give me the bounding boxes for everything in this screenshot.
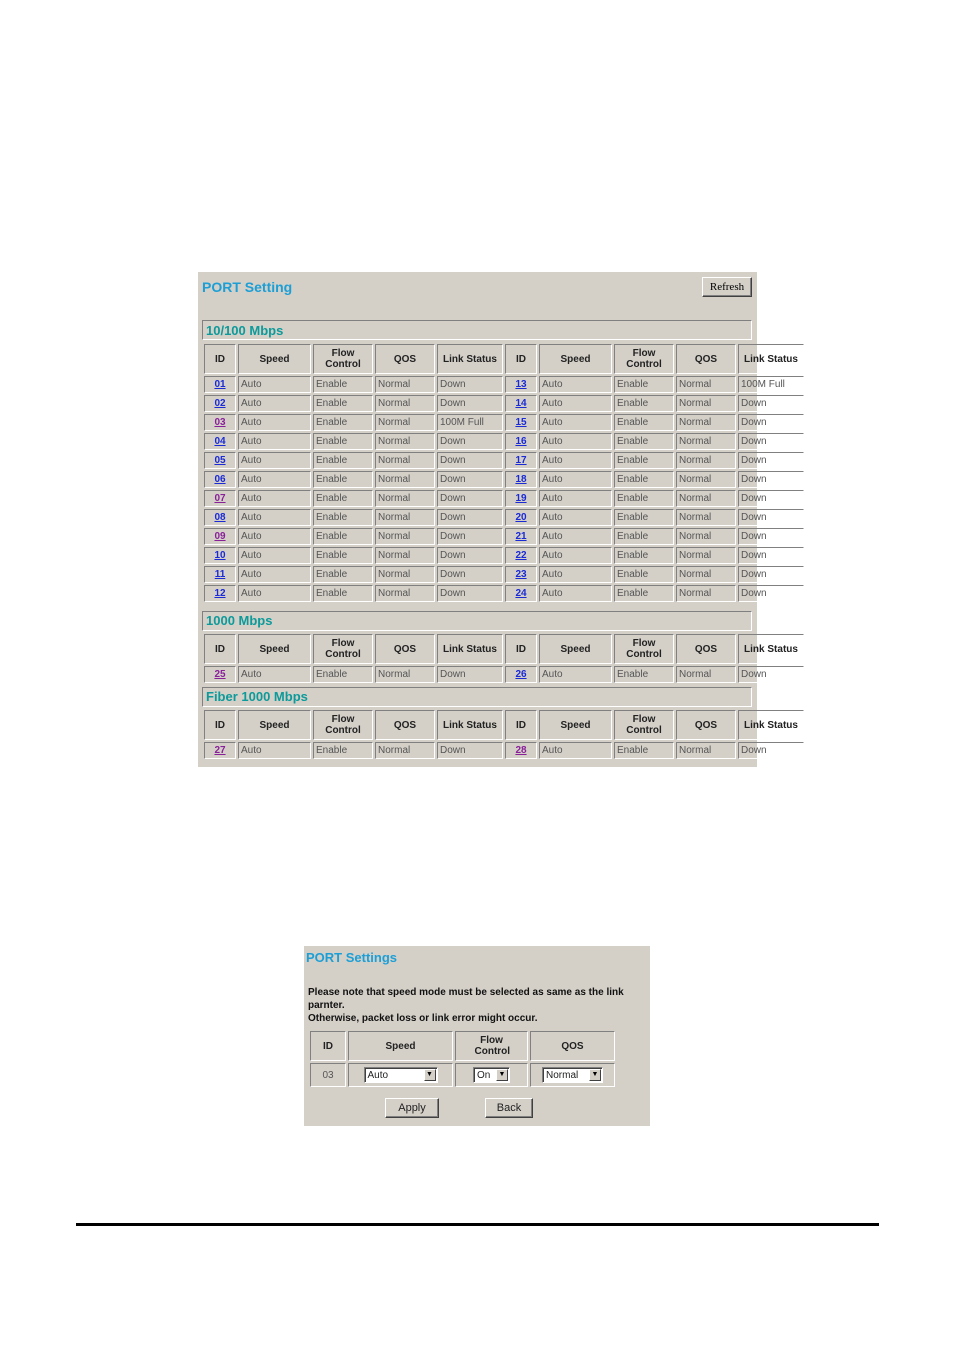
port-qos-cell: Normal: [676, 433, 736, 450]
qos-cell: [530, 1063, 615, 1087]
port-link-cell: Down: [437, 490, 503, 507]
col-id: ID: [204, 710, 236, 740]
section-header-10-100: [202, 320, 752, 340]
port-qos-cell: Normal: [375, 585, 435, 602]
section-title-1000: 1000 Mbps: [206, 613, 273, 628]
port-flow-cell: Enable: [313, 742, 373, 759]
port-id-cell: [204, 566, 236, 583]
port-link[interactable]: 18: [515, 474, 527, 485]
port-flow-cell: Enable: [313, 433, 373, 450]
port-link-cell: Down: [437, 395, 503, 412]
port-id-cell: [204, 666, 236, 683]
port-speed-cell: Auto: [238, 547, 311, 564]
header-row: [204, 634, 804, 664]
port-flow-cell: Enable: [614, 566, 674, 583]
table-row: [204, 414, 804, 431]
col-qos: QOS: [676, 710, 736, 740]
port-link[interactable]: 25: [214, 669, 226, 680]
port-flow-cell: Enable: [614, 585, 674, 602]
port-link[interactable]: 21: [515, 531, 527, 542]
table-row: [204, 376, 804, 393]
port-link-cell: Down: [738, 509, 804, 526]
col-link: Link Status: [738, 710, 804, 740]
port-id-cell: [505, 452, 537, 469]
port-id-cell: [204, 376, 236, 393]
port-link-cell: Down: [437, 547, 503, 564]
port-link-cell: Down: [738, 666, 804, 683]
col-id: ID: [505, 634, 537, 664]
port-id-cell: [505, 566, 537, 583]
col-qos: QOS: [676, 634, 736, 664]
table-row: [204, 452, 804, 469]
speed-select[interactable]: [364, 1067, 438, 1083]
port-link-cell: Down: [738, 452, 804, 469]
port-link-cell: Down: [738, 742, 804, 759]
port-link-cell: 100M Full: [738, 376, 804, 393]
col-id: ID: [505, 710, 537, 740]
port-qos-cell: Normal: [375, 414, 435, 431]
port-link[interactable]: 16: [515, 436, 527, 447]
port-speed-cell: Auto: [238, 433, 311, 450]
port-table-1000: [202, 632, 806, 685]
port-speed-cell: Auto: [539, 547, 612, 564]
col-speed: Speed: [539, 634, 612, 664]
col-speed: Speed: [238, 634, 311, 664]
port-link[interactable]: 14: [515, 398, 527, 409]
port-settings-form-panel: [304, 946, 650, 1126]
flow-cell: [455, 1063, 528, 1087]
port-id-cell: [204, 490, 236, 507]
port-speed-cell: Auto: [539, 433, 612, 450]
port-flow-cell: Enable: [614, 433, 674, 450]
port-flow-cell: Enable: [614, 509, 674, 526]
port-flow-cell: Enable: [614, 471, 674, 488]
speed-select-value: Auto: [367, 1070, 389, 1081]
port-flow-cell: Enable: [313, 376, 373, 393]
port-id-cell: [204, 452, 236, 469]
port-link[interactable]: 04: [214, 436, 226, 447]
port-id-cell: [204, 528, 236, 545]
port-qos-cell: Normal: [676, 471, 736, 488]
port-link-cell: Down: [738, 566, 804, 583]
port-link-cell: Down: [738, 528, 804, 545]
col-id: ID: [204, 344, 236, 374]
port-id-cell: [505, 433, 537, 450]
port-qos-cell: Normal: [375, 433, 435, 450]
port-speed-cell: Auto: [238, 585, 311, 602]
port-flow-cell: Enable: [614, 395, 674, 412]
chevron-down-icon[interactable]: ▼: [424, 1069, 436, 1081]
col-link: Link Status: [738, 634, 804, 664]
col-flow: Flow Control: [313, 344, 373, 374]
col-speed: Speed: [238, 710, 311, 740]
port-setting-panel: [198, 272, 798, 767]
port-qos-cell: Normal: [676, 452, 736, 469]
port-speed-cell: Auto: [539, 528, 612, 545]
port-link-cell: Down: [437, 566, 503, 583]
col-speed: Speed: [539, 710, 612, 740]
table-row: [204, 490, 804, 507]
chevron-down-icon[interactable]: ▼: [589, 1069, 601, 1081]
port-speed-cell: Auto: [238, 509, 311, 526]
port-link[interactable]: 19: [515, 493, 527, 504]
port-flow-cell: Enable: [313, 547, 373, 564]
col-qos: QOS: [530, 1031, 615, 1061]
port-speed-cell: Auto: [539, 666, 612, 683]
port-link-cell: Down: [437, 452, 503, 469]
section-title-10-100: 10/100 Mbps: [206, 323, 284, 338]
col-flow: Flow Control: [614, 634, 674, 664]
port-qos-cell: Normal: [676, 376, 736, 393]
port-id-cell: [505, 528, 537, 545]
port-id-cell: [204, 547, 236, 564]
col-speed: Speed: [238, 344, 311, 374]
port-qos-cell: Normal: [375, 452, 435, 469]
note-line-2: Otherwise, packet loss or link error might occur.: [308, 1013, 538, 1024]
port-link-cell: Down: [437, 742, 503, 759]
port-id-cell: [505, 395, 537, 412]
port-id-cell: [505, 666, 537, 683]
port-link[interactable]: 17: [515, 455, 527, 466]
port-id-cell: [204, 395, 236, 412]
port-flow-cell: Enable: [313, 666, 373, 683]
port-link[interactable]: 13: [515, 379, 527, 390]
col-qos: QOS: [676, 344, 736, 374]
port-flow-cell: Enable: [614, 666, 674, 683]
port-speed-cell: Auto: [539, 566, 612, 583]
port-link-cell: Down: [738, 547, 804, 564]
port-flow-cell: Enable: [313, 414, 373, 431]
port-link[interactable]: 10: [214, 550, 226, 561]
port-flow-cell: Enable: [313, 528, 373, 545]
port-id-cell: [204, 509, 236, 526]
col-link: Link Status: [437, 344, 503, 374]
port-link-cell: 100M Full: [437, 414, 503, 431]
port-flow-cell: Enable: [614, 414, 674, 431]
port-flow-cell: Enable: [313, 490, 373, 507]
header-row: [204, 344, 804, 374]
port-link[interactable]: 06: [214, 474, 226, 485]
port-id-cell: [505, 490, 537, 507]
port-flow-cell: Enable: [313, 509, 373, 526]
port-link[interactable]: 27: [214, 745, 226, 756]
port-speed-cell: Auto: [238, 666, 311, 683]
port-id-cell: [505, 585, 537, 602]
panel-title: PORT Setting: [202, 279, 293, 295]
col-flow: Flow Control: [614, 710, 674, 740]
port-link-cell: Down: [738, 414, 804, 431]
port-speed-cell: Auto: [238, 395, 311, 412]
port-link-cell: Down: [738, 395, 804, 412]
table-row: [204, 395, 804, 412]
table-row: [204, 585, 804, 602]
port-link-cell: Down: [437, 666, 503, 683]
speed-cell: [348, 1063, 453, 1087]
port-link[interactable]: 09: [214, 531, 226, 542]
port-speed-cell: Auto: [238, 471, 311, 488]
port-flow-cell: Enable: [614, 376, 674, 393]
port-speed-cell: Auto: [539, 742, 612, 759]
col-speed: Speed: [539, 344, 612, 374]
port-qos-cell: Normal: [375, 490, 435, 507]
port-link-cell: Down: [437, 376, 503, 393]
port-qos-cell: Normal: [375, 376, 435, 393]
col-link: Link Status: [437, 634, 503, 664]
port-speed-cell: Auto: [539, 452, 612, 469]
port-speed-cell: Auto: [238, 742, 311, 759]
port-qos-cell: Normal: [676, 585, 736, 602]
port-qos-cell: Normal: [676, 566, 736, 583]
col-flow: Flow Control: [614, 344, 674, 374]
note-line-1: Please note that speed mode must be selected as same as the link parnter.: [308, 987, 624, 1011]
port-id-cell: [204, 585, 236, 602]
table-row: [204, 509, 804, 526]
port-link[interactable]: 26: [515, 669, 527, 680]
flow-control-select-value: On: [477, 1070, 491, 1081]
refresh-button[interactable]: Refresh: [702, 277, 752, 297]
port-qos-cell: Normal: [676, 414, 736, 431]
port-id-cell: [204, 414, 236, 431]
col-flow-control-label: Flow Control: [474, 1035, 511, 1057]
port-link[interactable]: 11: [214, 569, 226, 580]
port-flow-cell: Enable: [313, 471, 373, 488]
port-id-cell: [204, 742, 236, 759]
col-qos: QOS: [375, 634, 435, 664]
page-divider: [76, 1223, 879, 1226]
header-row: [204, 710, 804, 740]
port-link[interactable]: 02: [214, 398, 226, 409]
qos-select-value: Normal: [546, 1070, 579, 1081]
qos-select[interactable]: [542, 1067, 603, 1083]
port-id-cell: [505, 509, 537, 526]
port-id-cell: [505, 742, 537, 759]
port-qos-cell: Normal: [676, 547, 736, 564]
port-speed-cell: Auto: [539, 414, 612, 431]
table-row: [204, 528, 804, 545]
port-qos-cell: Normal: [375, 395, 435, 412]
port-qos-cell: Normal: [676, 509, 736, 526]
col-link: Link Status: [437, 710, 503, 740]
port-speed-cell: Auto: [539, 471, 612, 488]
table-row: [204, 742, 804, 759]
port-link-cell: Down: [738, 433, 804, 450]
port-qos-cell: Normal: [375, 742, 435, 759]
port-settings-table: [308, 1029, 617, 1089]
col-flow: Flow Control: [313, 634, 373, 664]
port-link-cell: Down: [738, 585, 804, 602]
port-id-value: 03: [310, 1063, 346, 1087]
port-link[interactable]: 05: [214, 455, 226, 466]
port-link[interactable]: 08: [214, 512, 226, 523]
port-speed-cell: Auto: [539, 585, 612, 602]
port-link[interactable]: 20: [515, 512, 527, 523]
form-title: PORT Settings: [306, 950, 398, 965]
table-row: [204, 547, 804, 564]
port-speed-cell: Auto: [238, 490, 311, 507]
port-speed-cell: Auto: [539, 395, 612, 412]
port-flow-cell: Enable: [614, 452, 674, 469]
port-qos-cell: Normal: [676, 490, 736, 507]
port-table-fiber: [202, 708, 806, 761]
port-link-cell: Down: [437, 433, 503, 450]
port-qos-cell: Normal: [375, 566, 435, 583]
port-speed-cell: Auto: [539, 376, 612, 393]
chevron-down-icon[interactable]: ▼: [496, 1069, 508, 1081]
flow-control-select[interactable]: [473, 1067, 510, 1083]
col-qos: QOS: [375, 344, 435, 374]
port-qos-cell: Normal: [676, 666, 736, 683]
section-title-fiber: Fiber 1000 Mbps: [206, 689, 308, 704]
table-row: [204, 433, 804, 450]
port-link-cell: Down: [437, 471, 503, 488]
port-flow-cell: Enable: [614, 547, 674, 564]
port-link[interactable]: 22: [515, 550, 527, 561]
apply-button[interactable]: Apply: [385, 1098, 439, 1118]
port-flow-cell: Enable: [313, 566, 373, 583]
port-link[interactable]: 07: [214, 493, 226, 504]
port-link-cell: Down: [738, 471, 804, 488]
port-flow-cell: Enable: [313, 452, 373, 469]
col-link: Link Status: [738, 344, 804, 374]
table-row: [204, 471, 804, 488]
col-flow-control: [455, 1031, 528, 1061]
port-link-cell: Down: [437, 585, 503, 602]
port-link-cell: Down: [437, 509, 503, 526]
port-flow-cell: Enable: [614, 490, 674, 507]
port-speed-cell: Auto: [238, 566, 311, 583]
port-table-10-100: [202, 342, 806, 604]
port-qos-cell: Normal: [676, 742, 736, 759]
port-speed-cell: Auto: [238, 452, 311, 469]
port-qos-cell: Normal: [375, 471, 435, 488]
port-id-cell: [505, 376, 537, 393]
port-link[interactable]: 23: [515, 569, 527, 580]
port-flow-cell: Enable: [614, 528, 674, 545]
port-link[interactable]: 01: [214, 379, 226, 390]
port-link[interactable]: 03: [214, 417, 226, 428]
col-speed: Speed: [348, 1031, 453, 1061]
port-qos-cell: Normal: [375, 666, 435, 683]
back-button[interactable]: Back: [485, 1098, 533, 1118]
port-id-cell: [505, 547, 537, 564]
port-id-cell: [505, 414, 537, 431]
port-qos-cell: Normal: [375, 509, 435, 526]
port-speed-cell: Auto: [238, 376, 311, 393]
port-speed-cell: Auto: [539, 509, 612, 526]
col-id: ID: [505, 344, 537, 374]
col-qos: QOS: [375, 710, 435, 740]
col-id: ID: [310, 1031, 346, 1061]
port-link[interactable]: 15: [515, 417, 527, 428]
port-flow-cell: Enable: [313, 585, 373, 602]
section-header-1000: [202, 611, 752, 631]
port-qos-cell: Normal: [375, 547, 435, 564]
port-id-cell: [505, 471, 537, 488]
table-row: [204, 566, 804, 583]
port-flow-cell: Enable: [313, 395, 373, 412]
port-speed-cell: Auto: [539, 490, 612, 507]
port-flow-cell: Enable: [614, 742, 674, 759]
port-link[interactable]: 24: [515, 588, 527, 599]
port-link-cell: Down: [437, 528, 503, 545]
port-qos-cell: Normal: [676, 395, 736, 412]
port-speed-cell: Auto: [238, 528, 311, 545]
table-row: [204, 666, 804, 683]
port-qos-cell: Normal: [375, 528, 435, 545]
port-id-cell: [204, 471, 236, 488]
port-link-cell: Down: [738, 490, 804, 507]
col-flow: Flow Control: [313, 710, 373, 740]
col-id: ID: [204, 634, 236, 664]
port-qos-cell: Normal: [676, 528, 736, 545]
port-link[interactable]: 28: [515, 745, 527, 756]
port-id-cell: [204, 433, 236, 450]
port-speed-cell: Auto: [238, 414, 311, 431]
port-link[interactable]: 12: [214, 588, 226, 599]
speed-mode-note: [308, 986, 648, 1025]
